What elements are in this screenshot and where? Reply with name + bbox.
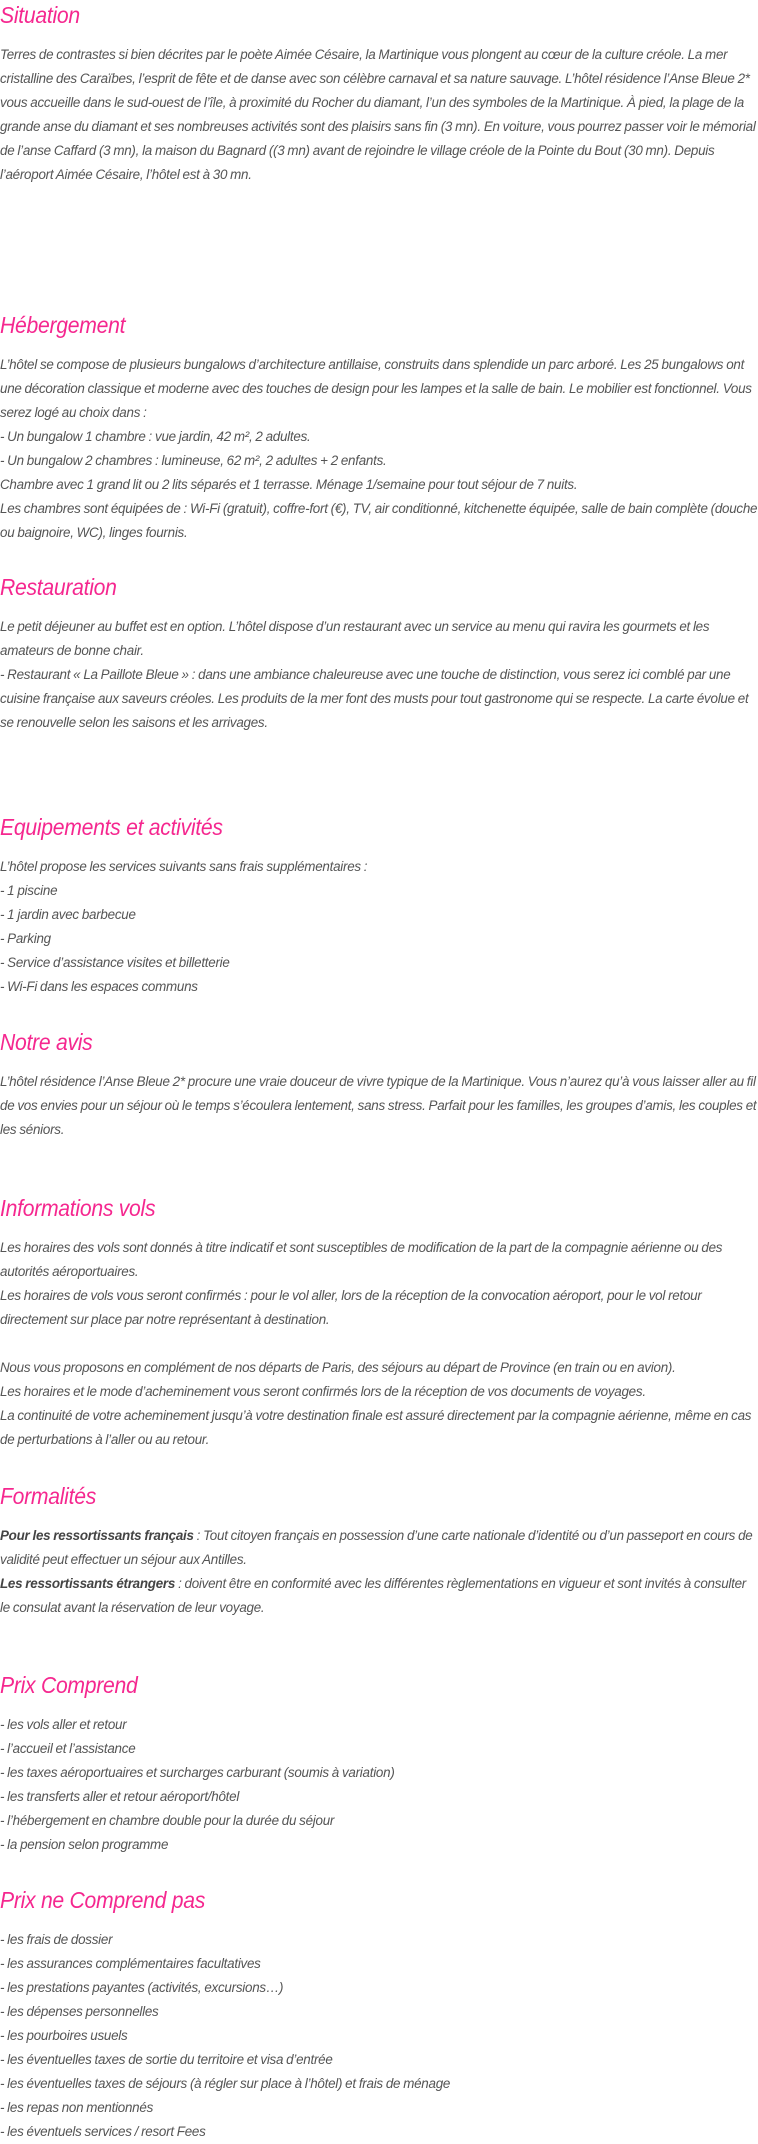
list-item: - Service d’assistance visites et billetterie (0, 955, 230, 970)
paragraph: L’hôtel se compose de plusieurs bungalows d’architecture antillaise, construits dans splendide un parc arboré. Les 25 bungalows ont une décoration classique et moderne avec des touches de design pour les lampes et la salle de bain. Le mobilier est fonctionnel. Vous serez logé au choix dans : (0, 357, 752, 420)
paragraph: L’hôtel propose les services suivants sans frais supplémentaires : (0, 859, 368, 874)
formalite-item (0, 1524, 758, 1572)
section-title: Prix Comprend (0, 1672, 138, 1698)
section-restauration (0, 572, 758, 735)
section-title: Restauration (0, 574, 117, 600)
paragraph: Les chambres sont équipées de : Wi-Fi (gratuit), coffre-fort (€), TV, air conditionné, kitchenette équipée, salle de bain complète (douche ou baignoire, WC), linges fournis. (0, 501, 758, 540)
section-title: Equipements et activités (0, 814, 223, 840)
paragraph: Les horaires et le mode d’acheminement vous seront confirmés lors de la réception de vos documents de voyages. (0, 1384, 646, 1399)
list-item: - les vols aller et retour (0, 1717, 127, 1732)
list-item: - les assurances complémentaires facultatives (0, 1956, 261, 1971)
section-hebergement (0, 310, 758, 545)
section-formalites (0, 1481, 758, 1620)
section-situation (0, 0, 758, 187)
section-title: Formalités (0, 1483, 97, 1509)
list-item: - les prestations payantes (activités, excursions…) (0, 1980, 284, 1995)
section-body (0, 615, 758, 735)
list-item: - les pourboires usuels (0, 2028, 128, 2043)
formalite-text: : doivent être en conformité avec les différentes règlementations en vigueur et sont invités à consulter le consulat avant la réservation de leur voyage. (0, 1576, 747, 1615)
section-body (0, 855, 758, 999)
section-title: Notre avis (0, 1029, 93, 1055)
paragraph: La continuité de votre acheminement jusqu’à votre destination finale est assuré directement par la compagnie aérienne, même en cas de perturbations à l’aller ou au retour. (0, 1408, 752, 1447)
section-title: Situation (0, 2, 80, 28)
section-informations-vols (0, 1193, 758, 1452)
list-item: - les dépenses personnelles (0, 2004, 159, 2019)
list-item: - les éventuels services / resort Fees (0, 2124, 206, 2139)
spacer (0, 1332, 758, 1356)
paragraph: Chambre avec 1 grand lit ou 2 lits séparés et 1 terrasse. Ménage 1/semaine pour tout séjour de 7 nuits. (0, 477, 578, 492)
section-title: Informations vols (0, 1195, 156, 1221)
section-body (0, 353, 758, 545)
paragraph: Les horaires de vols vous seront confirmés : pour le vol aller, lors de la réception de la convocation aéroport, pour le vol retour directement sur place par notre représentant à destination. (0, 1288, 702, 1327)
section-body (0, 1236, 758, 1452)
section-prix-ne-comprend-pas (0, 1885, 758, 2144)
section-body (0, 1070, 758, 1142)
paragraph: - Restaurant « La Paillote Bleue » : dans une ambiance chaleureuse avec une touche de distinction, vous serez ici comblé par une cuisine française aux saveurs créoles. Les produits de la mer font des musts pour tout gastronome qui se respecte. La carte évolue et se renouvelle selon les saisons et les arrivages. (0, 667, 749, 730)
paragraph: L’hôtel résidence l’Anse Bleue 2* procure une vraie douceur de vivre typique de la Martinique. Vous n’aurez qu’à vous laisser aller au fil de vos envies pour un séjour où le temps s’écoulera lentement, sans stress. Parfait pour les familles, les groupes d’amis, les couples et les séniors. (0, 1074, 757, 1137)
formalite-text: : Tout citoyen français en possession d’une carte nationale d’identité ou d’un passeport en cours de validité peut effectuer un séjour aux Antilles. (0, 1528, 753, 1567)
paragraph: Les horaires des vols sont donnés à titre indicatif et sont susceptibles de modification de la part de la compagnie aérienne ou des autorités aéroportuaires. (0, 1240, 723, 1279)
section-body (0, 43, 758, 187)
list-item: - Un bungalow 2 chambres : lumineuse, 62 m², 2 adultes + 2 enfants. (0, 453, 387, 468)
section-body (0, 1524, 758, 1620)
list-item: - les frais de dossier (0, 1932, 113, 1947)
list-item: - Un bungalow 1 chambre : vue jardin, 42 m², 2 adultes. (0, 429, 311, 444)
paragraph: Terres de contrastes si bien décrites par le poète Aimée Césaire, la Martinique vous plongent au cœur de la culture créole. La mer cristalline des Caraïbes, l’esprit de fête et de danse avec son célèbre carnaval et sa nature sauvage. L’hôtel résidence l’Anse Bleue 2* vous accueille dans le sud-ouest de l’île, à proximité du Rocher du diamant, l’un des symboles de la Martinique. À pied, la plage de la grande anse du diamant et ses nombreuses activités sont des plaisirs sans fin (3 mn). En voiture, vous pourrez passer voir le mémorial de l’anse Caffard (3 mn), la maison du Bagnard ((3 mn) avant de rejoindre le village créole de la Pointe du Bout (30 mn). Depuis l’aéroport Aimée Césaire, l’hôtel est à 30 mn. (0, 47, 756, 182)
formalite-item (0, 1572, 758, 1620)
formalite-label: Pour les ressortissants français (0, 1528, 194, 1543)
list-item: - l’accueil et l’assistance (0, 1741, 136, 1756)
list-item: - 1 piscine (0, 883, 58, 898)
section-body (0, 1928, 758, 2144)
section-title: Hébergement (0, 312, 126, 338)
list-item: - l’hébergement en chambre double pour la durée du séjour (0, 1813, 335, 1828)
paragraph: Nous vous proposons en complément de nos départs de Paris, des séjours au départ de Province (en train ou en avion). (0, 1360, 676, 1375)
list-item: - les transferts aller et retour aéroport/hôtel (0, 1789, 240, 1804)
section-body (0, 1713, 758, 1857)
list-item: - les éventuelles taxes de sortie du territoire et visa d’entrée (0, 2052, 333, 2067)
list-item: - les repas non mentionnés (0, 2100, 154, 2115)
section-prix-comprend (0, 1670, 758, 1857)
formalite-label: Les ressortissants étrangers (0, 1576, 176, 1591)
list-item: - Parking (0, 931, 51, 946)
section-equipements (0, 812, 758, 999)
paragraph: Le petit déjeuner au buffet est en option. L’hôtel dispose d’un restaurant avec un service au menu qui ravira les gourmets et les amateurs de bonne chair. (0, 619, 710, 658)
section-notre-avis (0, 1027, 758, 1142)
list-item: - les taxes aéroportuaires et surcharges carburant (soumis à variation) (0, 1765, 395, 1780)
list-item: - la pension selon programme (0, 1837, 169, 1852)
section-title: Prix ne Comprend pas (0, 1887, 206, 1913)
list-item: - Wi-Fi dans les espaces communs (0, 979, 198, 994)
list-item: - les éventuelles taxes de séjours (à régler sur place à l’hôtel) et frais de ménage (0, 2076, 451, 2091)
list-item: - 1 jardin avec barbecue (0, 907, 136, 922)
